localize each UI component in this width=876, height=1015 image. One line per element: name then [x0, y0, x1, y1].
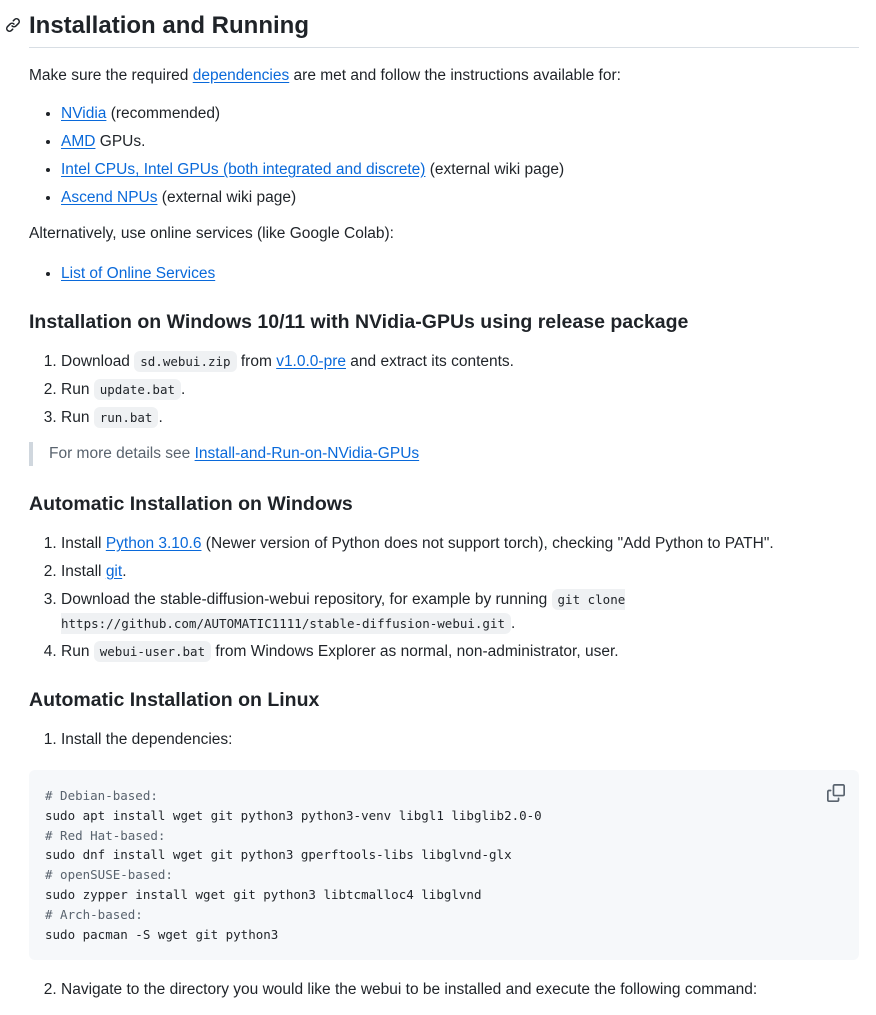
details-quote: For more details see Install-and-Run-on-NVidia-GPUs: [29, 442, 859, 466]
list-item: • NVidia (recommended): [61, 102, 859, 126]
list-item: 1. Install the dependencies:: [61, 728, 859, 752]
page-title: Installation and Running: [29, 12, 309, 39]
list-item: 2. Run update.bat .: [61, 378, 859, 402]
ascend-link[interactable]: Ascend NPUs: [61, 189, 158, 206]
dependencies-link[interactable]: dependencies: [192, 67, 290, 84]
online-list: [29, 262, 859, 286]
inline-code: sd.webui.zip: [134, 351, 236, 372]
list-item: • Ascend NPUs (external wiki page): [61, 186, 859, 210]
section-title-windows-release: Installation on Windows 10/11 with NVidia-GPUs using release package: [29, 311, 689, 333]
alt-paragraph: Alternatively, use online services (like Google Colab):: [29, 225, 394, 242]
code-line: # Arch-based:: [45, 906, 143, 922]
list-item: 3. Run run.bat .: [61, 406, 859, 430]
heading-section: [29, 0, 859, 48]
linux-steps-continued: [29, 978, 859, 1002]
intel-link[interactable]: Intel CPUs, Intel GPUs (both integrated and discrete): [61, 161, 426, 178]
inline-code: git clone https://github.com/AUTOMATIC1111/stable-diffusion-webui.git: [61, 589, 625, 634]
code-line: sudo zypper install wget git python3 libtcmalloc4 libglvnd: [45, 886, 482, 902]
platform-list: [29, 102, 859, 210]
code-line: # Debian-based:: [45, 788, 158, 803]
code-content: [45, 786, 843, 944]
code-line: sudo pacman -S wget git python3: [45, 926, 279, 942]
list-item: 2. Install git.: [61, 560, 859, 584]
list-item: 3. Download the stable-diffusion-webui repository, for example by running git clone https://github.com/AUTOMATIC1111/stable-diffusion-webui.git .: [61, 588, 859, 636]
list-item: 4. Run webui-user.bat from Windows Explorer as normal, non-administrator, user.: [61, 640, 859, 664]
nvidia-guide-link[interactable]: Install-and-Run-on-NVidia-GPUs: [194, 445, 420, 462]
inline-code: update.bat: [94, 379, 181, 400]
online-services-link[interactable]: List of Online Services: [61, 265, 216, 282]
link-anchor-icon[interactable]: [5, 17, 21, 33]
intro-paragraph: Make sure the required dependencies are met and follow the instructions available for:: [29, 67, 621, 84]
windows-release-steps: [29, 350, 859, 430]
release-link[interactable]: v1.0.0-pre: [276, 353, 346, 370]
code-line: # openSUSE-based:: [45, 867, 173, 883]
amd-link[interactable]: AMD: [61, 133, 96, 150]
code-line: # Red Hat-based:: [45, 827, 166, 843]
list-item: 1. Install Python 3.10.6 (Newer version of Python does not support torch), checking "Add Python to PATH".: [61, 532, 859, 556]
inline-code: webui-user.bat: [94, 641, 211, 662]
section-title-windows-auto: Automatic Installation on Windows: [29, 493, 353, 515]
list-item: • Intel CPUs, Intel GPUs (both integrated and discrete) (external wiki page): [61, 158, 859, 182]
list-item: [61, 262, 859, 286]
windows-auto-steps: [29, 532, 859, 664]
nvidia-link[interactable]: NVidia: [61, 105, 107, 122]
python-link[interactable]: Python 3.10.6: [105, 535, 202, 552]
git-link[interactable]: git: [105, 563, 123, 580]
list-item: 1. Download sd.webui.zip from v1.0.0-pre and extract its contents.: [61, 350, 859, 374]
list-item: 2. Navigate to the directory you would like the webui to be installed and execute the following command:: [61, 978, 859, 1002]
section-title-linux: Automatic Installation on Linux: [29, 689, 320, 711]
copy-icon[interactable]: [827, 784, 845, 802]
code-block: [29, 770, 859, 960]
linux-steps: [29, 728, 859, 752]
list-item: • AMD GPUs.: [61, 130, 859, 154]
code-line: sudo dnf install wget git python3 gperftools-libs libglvnd-glx: [45, 847, 512, 863]
code-line: sudo apt install wget git python3 python3-venv libgl1 libglib2.0-0: [45, 807, 542, 823]
inline-code: run.bat: [94, 407, 159, 428]
